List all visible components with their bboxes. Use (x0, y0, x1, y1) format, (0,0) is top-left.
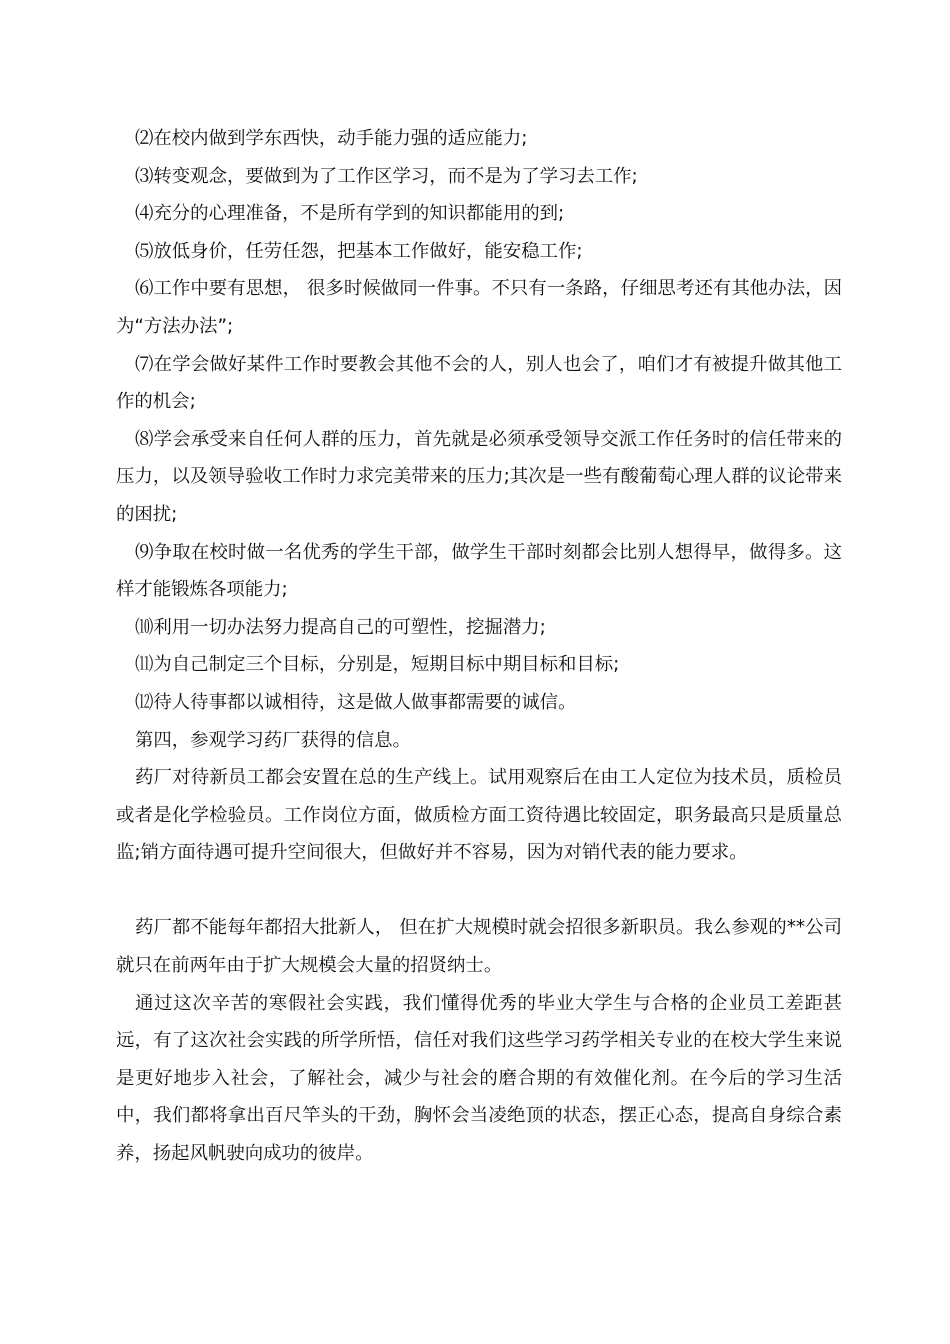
list-item-11: ⑾为自己制定三个目标，分别是，短期目标中期目标和目标; (135, 654, 620, 676)
list-item-8: ⑻学会承受来自任何人群的压力，首先就是必须承受领导交派工作任务时的信任带来的压力，以及领导验收工作时力求完美带来的压力;其次是一些有酸葡萄心理人群的议论带来的困扰; (116, 428, 842, 525)
list-item-2: ⑵在校内做到学东西快，动手能力强的适应能力; (135, 128, 528, 149)
list-item-5: ⑸放低身价，任劳任怨，把基本工作做好，能安稳工作; (135, 240, 583, 262)
list-item-10: ⑽利用一切办法努力提高自己的可塑性，挖掘潜力; (135, 616, 546, 638)
list-item-6: ⑹工作中要有思想， 很多时候做同一件事。不只有一条路，仔细思考还有其他办法，因为“方法办法”; (116, 278, 842, 337)
list-item-9: ⑼争取在校时做一名优秀的学生干部，做学生干部时刻都会比别人想得早，做得多。这样才能锻炼各项能力; (116, 541, 842, 601)
list-item-3: ⑶转变观念，要做到为了工作区学习，而不是为了学习去工作; (135, 165, 638, 187)
list-item-4: ⑷充分的心理准备，不是所有学到的知识都能用的到; (135, 203, 565, 225)
list-item-12: ⑿待人待事都以诚相待，这是做人做事都需要的诚信。 (135, 691, 577, 713)
paragraph-spacer (116, 872, 842, 910)
body-paragraph: 药厂对待新员工都会安置在总的生产线上。试用观察后在由工人定位为技术员，质检员或者是化学检验员。工作岗位方面，做质检方面工资待遇比较固定，职务最高只是质量总监;销方面待遇可提升空间很大，但做好并不容易，因为对销代表的能力要求。 (116, 767, 842, 864)
document-body (116, 120, 842, 1173)
list-item-7: ⑺在学会做好某件工作时要教会其他不会的人，别人也会了，咱们才有被提升做其他工作的机会; (116, 353, 842, 413)
body-paragraph: 药厂都不能每年都招大批新人， 但在扩大规模时就会招很多新职员。我么参观的**公司就只在前两年由于扩大规模会大量的招贤纳士。 (116, 917, 842, 977)
conclusion-paragraph: 通过这次辛苦的寒假社会实践，我们懂得优秀的毕业大学生与合格的企业员工差距甚远，有了这次社会实践的所学所悟，信任对我们这些学习药学相关专业的在校大学生来说是更好地步入社会，了解社会，减少与社会的磨合期的有效催化剂。在今后的学习生活中，我们都将拿出百尺竿头的干劲，胸怀会当凌绝顶的状态，摆正心态，提高自身综合素养，扬起风帆驶向成功的彼岸。 (116, 992, 842, 1165)
section-heading: 第四，参观学习药厂获得的信息。 (135, 729, 411, 751)
